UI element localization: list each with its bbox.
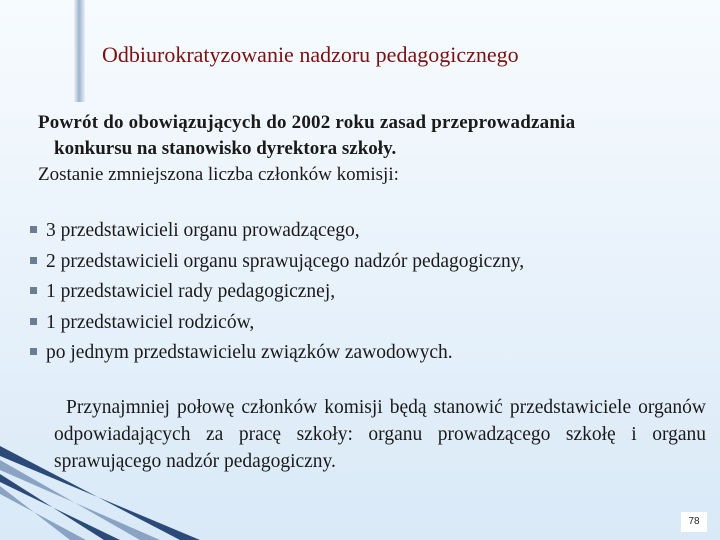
square-bullet-icon [30, 318, 37, 325]
list-item [30, 277, 710, 308]
intro-paragraph [38, 110, 710, 188]
decorative-stripes [0, 440, 210, 540]
list-item [30, 338, 710, 369]
page-number: 78 [681, 512, 707, 532]
intro-line-3: Zostanie zmniejszona liczba członków komisji: [38, 164, 399, 185]
list-item-text: 1 przedstawiciel rady pedagogicznej, [46, 281, 336, 302]
square-bullet-icon [30, 257, 37, 264]
closing-text: Przynajmniej połowę członków komisji będą stanowić przedstawiciele organów odpowiadających za pracę szkoły: organu prowadzącego szkołę i organu sprawującego nadzór pedagogiczny. [54, 397, 706, 472]
stripe-light [0, 460, 160, 540]
square-bullet-icon [30, 287, 37, 294]
accent-bar [73, 0, 85, 102]
square-bullet-icon [30, 226, 37, 233]
list-item-text: po jednym przedstawicielu związków zawodowych. [46, 342, 453, 363]
list-item [30, 247, 710, 278]
list-item-text: 2 przedstawicieli organu sprawującego nadzór pedagogiczny, [46, 250, 525, 272]
stripe-light [0, 486, 86, 540]
list-item-text: 1 przedstawiciel rodziców, [46, 311, 255, 333]
list-item-text: 3 przedstawicieli organu prowadzącego, [46, 220, 360, 241]
square-bullet-icon [30, 348, 37, 355]
list-item [30, 308, 710, 339]
list-item [30, 216, 710, 247]
stripe-dark [0, 446, 200, 540]
intro-line-1: Powrót do obowiązujących do 2002 roku zasad przeprowadzania [38, 112, 576, 133]
slide-title: Odbiurokratyzowanie nadzoru pedagogicznego [102, 42, 519, 67]
commission-members-list [30, 216, 710, 369]
intro-line-2: konkursu na stanowisko dyrektora szkoły. [54, 138, 397, 159]
